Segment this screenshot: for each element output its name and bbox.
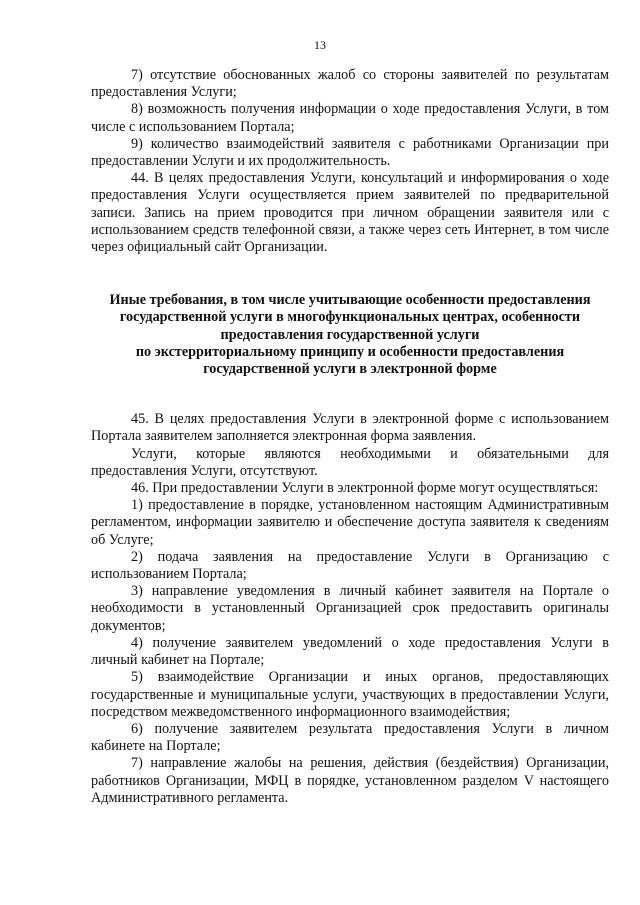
heading-line: государственной услуги в многофункциональных центрах, особенности xyxy=(119,309,581,326)
list-item-2: 2) подача заявления на предоставление Услуги в Организацию с использованием Портала; xyxy=(91,548,609,583)
heading-line: предоставления государственной услуги xyxy=(220,326,480,343)
heading-line: Иные требования, в том числе учитывающие особенности предоставления xyxy=(109,292,591,309)
paragraph-services: Услуги, которые являются необходимыми и обязательными для предоставления Услуги, отсутствуют. xyxy=(91,445,609,479)
paragraph-44: 44. В целях предоставления Услуги, консультаций и информирования о ходе предоставления Услуги осуществляется прием заявителей по предварительной записи. Запись на прием проводится при личном обращении заявителя или с использованием средств телефонной связи, а также через сеть Интернет, в том числе через официальный сайт Организации. xyxy=(91,170,609,256)
heading-line: по экстерриториальному принципу и особенности предоставления xyxy=(135,343,565,360)
page-number: 13 xyxy=(314,38,326,52)
paragraph-45: 45. В целях предоставления Услуги в электронной форме с использованием Портала заявителем заполняется электронная форма заявления. xyxy=(91,411,609,445)
paragraph-item-7: 7) отсутствие обоснованных жалоб со стороны заявителей по результатам предоставления Услуги; xyxy=(91,67,609,101)
paragraph-item-8: 8) возможность получения информации о ходе предоставления Услуги, в том числе с использованием Портала; xyxy=(91,101,609,135)
paragraph-46: 46. При предоставлении Услуги в электронной форме могут осуществляться: xyxy=(131,480,599,497)
list-item-4: 4) получение заявителем уведомлений о ходе предоставления Услуги в личный кабинет на Портале; xyxy=(91,634,609,669)
list-item-7: 7) направление жалобы на решения, действия (бездействия) Организации, работников Организации, МФЦ в порядке, установленном разделом V настоящего Административного регламента. xyxy=(91,755,609,806)
document-body xyxy=(91,67,609,807)
heading-line: государственной услуги в электронной форме xyxy=(203,361,497,378)
list-item-6: 6) получение заявителем результата предоставления Услуги в личном кабинете на Портале; xyxy=(91,720,609,755)
section-heading xyxy=(91,292,609,378)
paragraph-item-9: 9) количество взаимодействий заявителя с работниками Организации при предоставлении Услуги и их продолжительность. xyxy=(91,135,609,170)
list-item-5: 5) взаимодействие Организации и иных органов, предоставляющих государственные и муниципальные услуги, участвующих в предоставлении Услуги, посредством межведомственного информационного взаимодействия; xyxy=(91,669,609,720)
list-item-1: 1) предоставление в порядке, установленном настоящим Административным регламентом, информации заявителю и обеспечение доступа заявителя к сведениям об Услуге; xyxy=(91,497,609,548)
list-item-3: 3) направление уведомления в личный кабинет заявителя на Портале о необходимости в установленный Организацией срок предоставить оригиналы документов; xyxy=(91,583,609,634)
